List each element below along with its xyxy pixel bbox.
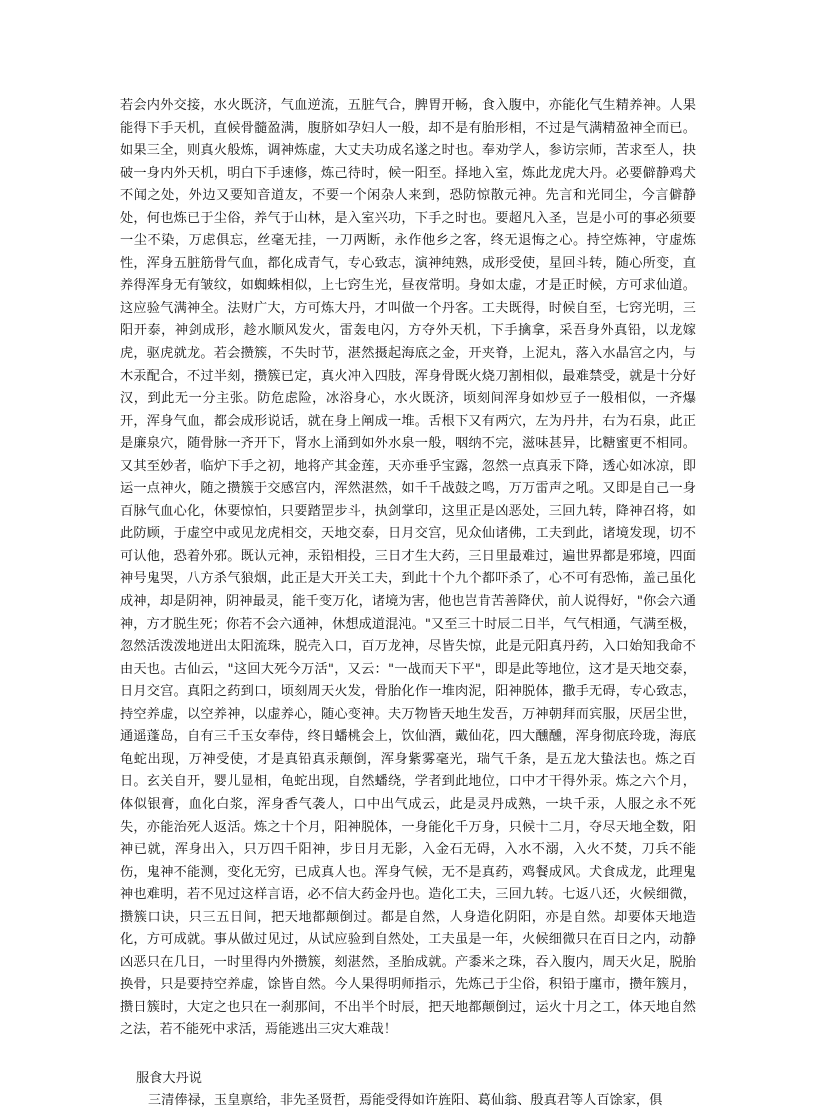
section-title: 服食大丹说 [136,1070,202,1086]
section-paragraph: 三清俸禄，玉皇禀给，非先圣贤哲，焉能受得如许旌阳、葛仙翁、殷真君等人百馀家，俱 [148,1092,663,1108]
document-page [120,95,696,1112]
body-paragraph: 若会内外交接，水火既济，气血逆流，五脏气合，脾胃开畅，食入腹中，亦能化气生精养神。人果能得下手天机，直候骨髓盈满，腹脐如孕妇人一般，却不是有胎形相，不过是气满精盈神全而已。如果三全，则真火般炼，调神炼虚，大丈夫功成名遂之时也。奉劝学人，参访宗师，苦求至人，抉破一身内外天机，明白下手速修，炼己待时，候一阳至。择地入室，炼此龙虎大丹。必要僻静鸡犬不闻之处，外边又要知音道友，不要一个闲杂人来到，恐防惊散元神。先言和光同尘，今言僻静处，何也炼已于尘俗，养气于山林，是入室兴功，下手之时也。要超凡入圣，岂是小可的事必须要一尘不染，万虑俱忘，丝毫无挂，一刀两断，永作他乡之客，终无退悔之心。持空炼神，守虚炼性，浑身五脏筋骨气血，都化成青气，专心致志，演神纯熟，成形受使，星回斗转，随心所变，直养得浑身无有皱纹，如蜘蛛相似，上七窍生光，昼夜常明。身如太虚，才是正时候，方可求仙道。这应验气满神全。法财广大，方可炼大丹，才叫做一个丹客。工夫既得，时候自至，七窍光明，三阳开泰，神剑成形，趁水顺风发火，雷轰电闪，方夺外天机，下手擒拿，采吾身外真铅，以龙嫁虎，驱虎就龙。若会攒簇，不失时节，湛然摄起海底之金，开夹脊，上泥丸，落入水晶宫之内，与木汞配合，不过半刻，攒簇已定，真火冲入四肢，浑身骨既火烧刀割相似，最难禁受，就是十分好汉，到此无一分主张。防危虑险，冰浴身心，水火既济，顷刻间浑身如炒豆子一般相似，一齐爆开，浑身气血，都会成形说话，就在身上阐成一堆。舌根下又有两穴，左为丹井，右为石泉，此正是廉泉穴，随骨脉一齐开下，肾水上涌到如外水泉一般，咽纳不完，滋味甚异，比糖蜜更不相同。又其至妙者，临炉下手之初，地将产其金莲，天亦垂乎宝露，忽然一点真汞下降，透心如冰凉，即运一点神火，随之攒簇于交感宫内，浑然湛然，如千千战鼓之鸣，万万雷声之吼。又即是自己一身百脉气血心化，休要惊怕，只要踏罡步斗，执剑掌印，这里正是凶恶处，三回九转，降神召将，如此防顾，于虚空中或见龙虎相交，天地交泰，日月交宫，见众仙诸佛，工夫到此，诸境发现，切不可认他，恐着外邪。既认元神，汞铅相投，三日才生大药，三日里最难过，遍世界都是邪境，四面神号鬼哭，八方杀气狼烟，此正是大开关工夫，到此十个九个都吓杀了，心不可有恐怖，盖己虽化成神，却是阴神，阴神最灵，能千变万化，诸境为害，他也岂肯苦善降伏，前人说得好，"你会六通神，方才脱生死；你若不会六通神，休想成道混沌。"又至三十时辰二日半，气气相通，气满至极，忽然活泼泼地迸出太阳流珠，脱壳入口，百万龙神，尽皆失惊，此是元阳真丹药，入口始知我命不由天也。古仙云，"这回大死今万活"，又云："一战而天下平"，即是此等地位，这才是天地交泰，日月交宫。真阳之药到口，顷刻周天火发，骨胎化作一堆肉泥，阳神脱体，撒手无碍，专心致志，持空养虚，以空养神，以虚养心，随心变神。夫万物皆天地生发吾，万神朝拜而宾服，厌居尘世，通遥蓬岛，自有三千玉女奉侍，终日蟠桃会上，饮仙酒，戴仙花，四大醺醺，浑身彻底玲珑，海底龟蛇出现，万神受使，才是真铅真汞颠倒，浑身紫雾毫光，瑞气千条，是五龙大蛰法也。炼之百日。玄关自开，婴儿显相，龟蛇出现，自然蟠绕，学者到此地位，口中才干得外汞。炼之六个月，体似银膏，血化白浆，浑身香气袭人，口中出气成云，此是灵丹成熟，一块千汞，人服之永不死失，亦能治死人返活。炼之十个月，阳神脱体，一身能化千万身，只候十二月，夺尽天地全数，阳神已就，浑身出入，只万四千阳神，步日月无影，入金石无碍，入水不溺，入火不焚，刀兵不能伤，鬼神不能测，变化无穷，已成真人也。浑身气候，无不是真药，鸡餐成风。犬食成龙，此理鬼神也难明，若不见过这样言语，必不信大药金丹也。造化工夫，三回九转。七返八还，火候细微，攒簇口诀，只三五日间，把天地都颠倒过。都是自然，人身造化阴阳，亦是自然。却要体天地造化，方可成就。事从做过见过，从试应验到自然处，工夫虽是一年，火候细微只在百日之内，动静凶恶只在几日，一时里得内外攒簇，刻湛然，圣胎成就。产黍米之珠，吞入腹内，周天火足，脱胎换骨，只是要持空养虚，馀皆自然。今人果得明师指示，先炼己于尘俗，积铅于廛市，攒年簇月，攒日簇时，大定之也只在一刹那间，不出半个时辰，把天地都颠倒过，运火十月之工，体天地自然之法，若不能死中求活，焉能逃出三灾大难哉！ [120,98,696,1038]
